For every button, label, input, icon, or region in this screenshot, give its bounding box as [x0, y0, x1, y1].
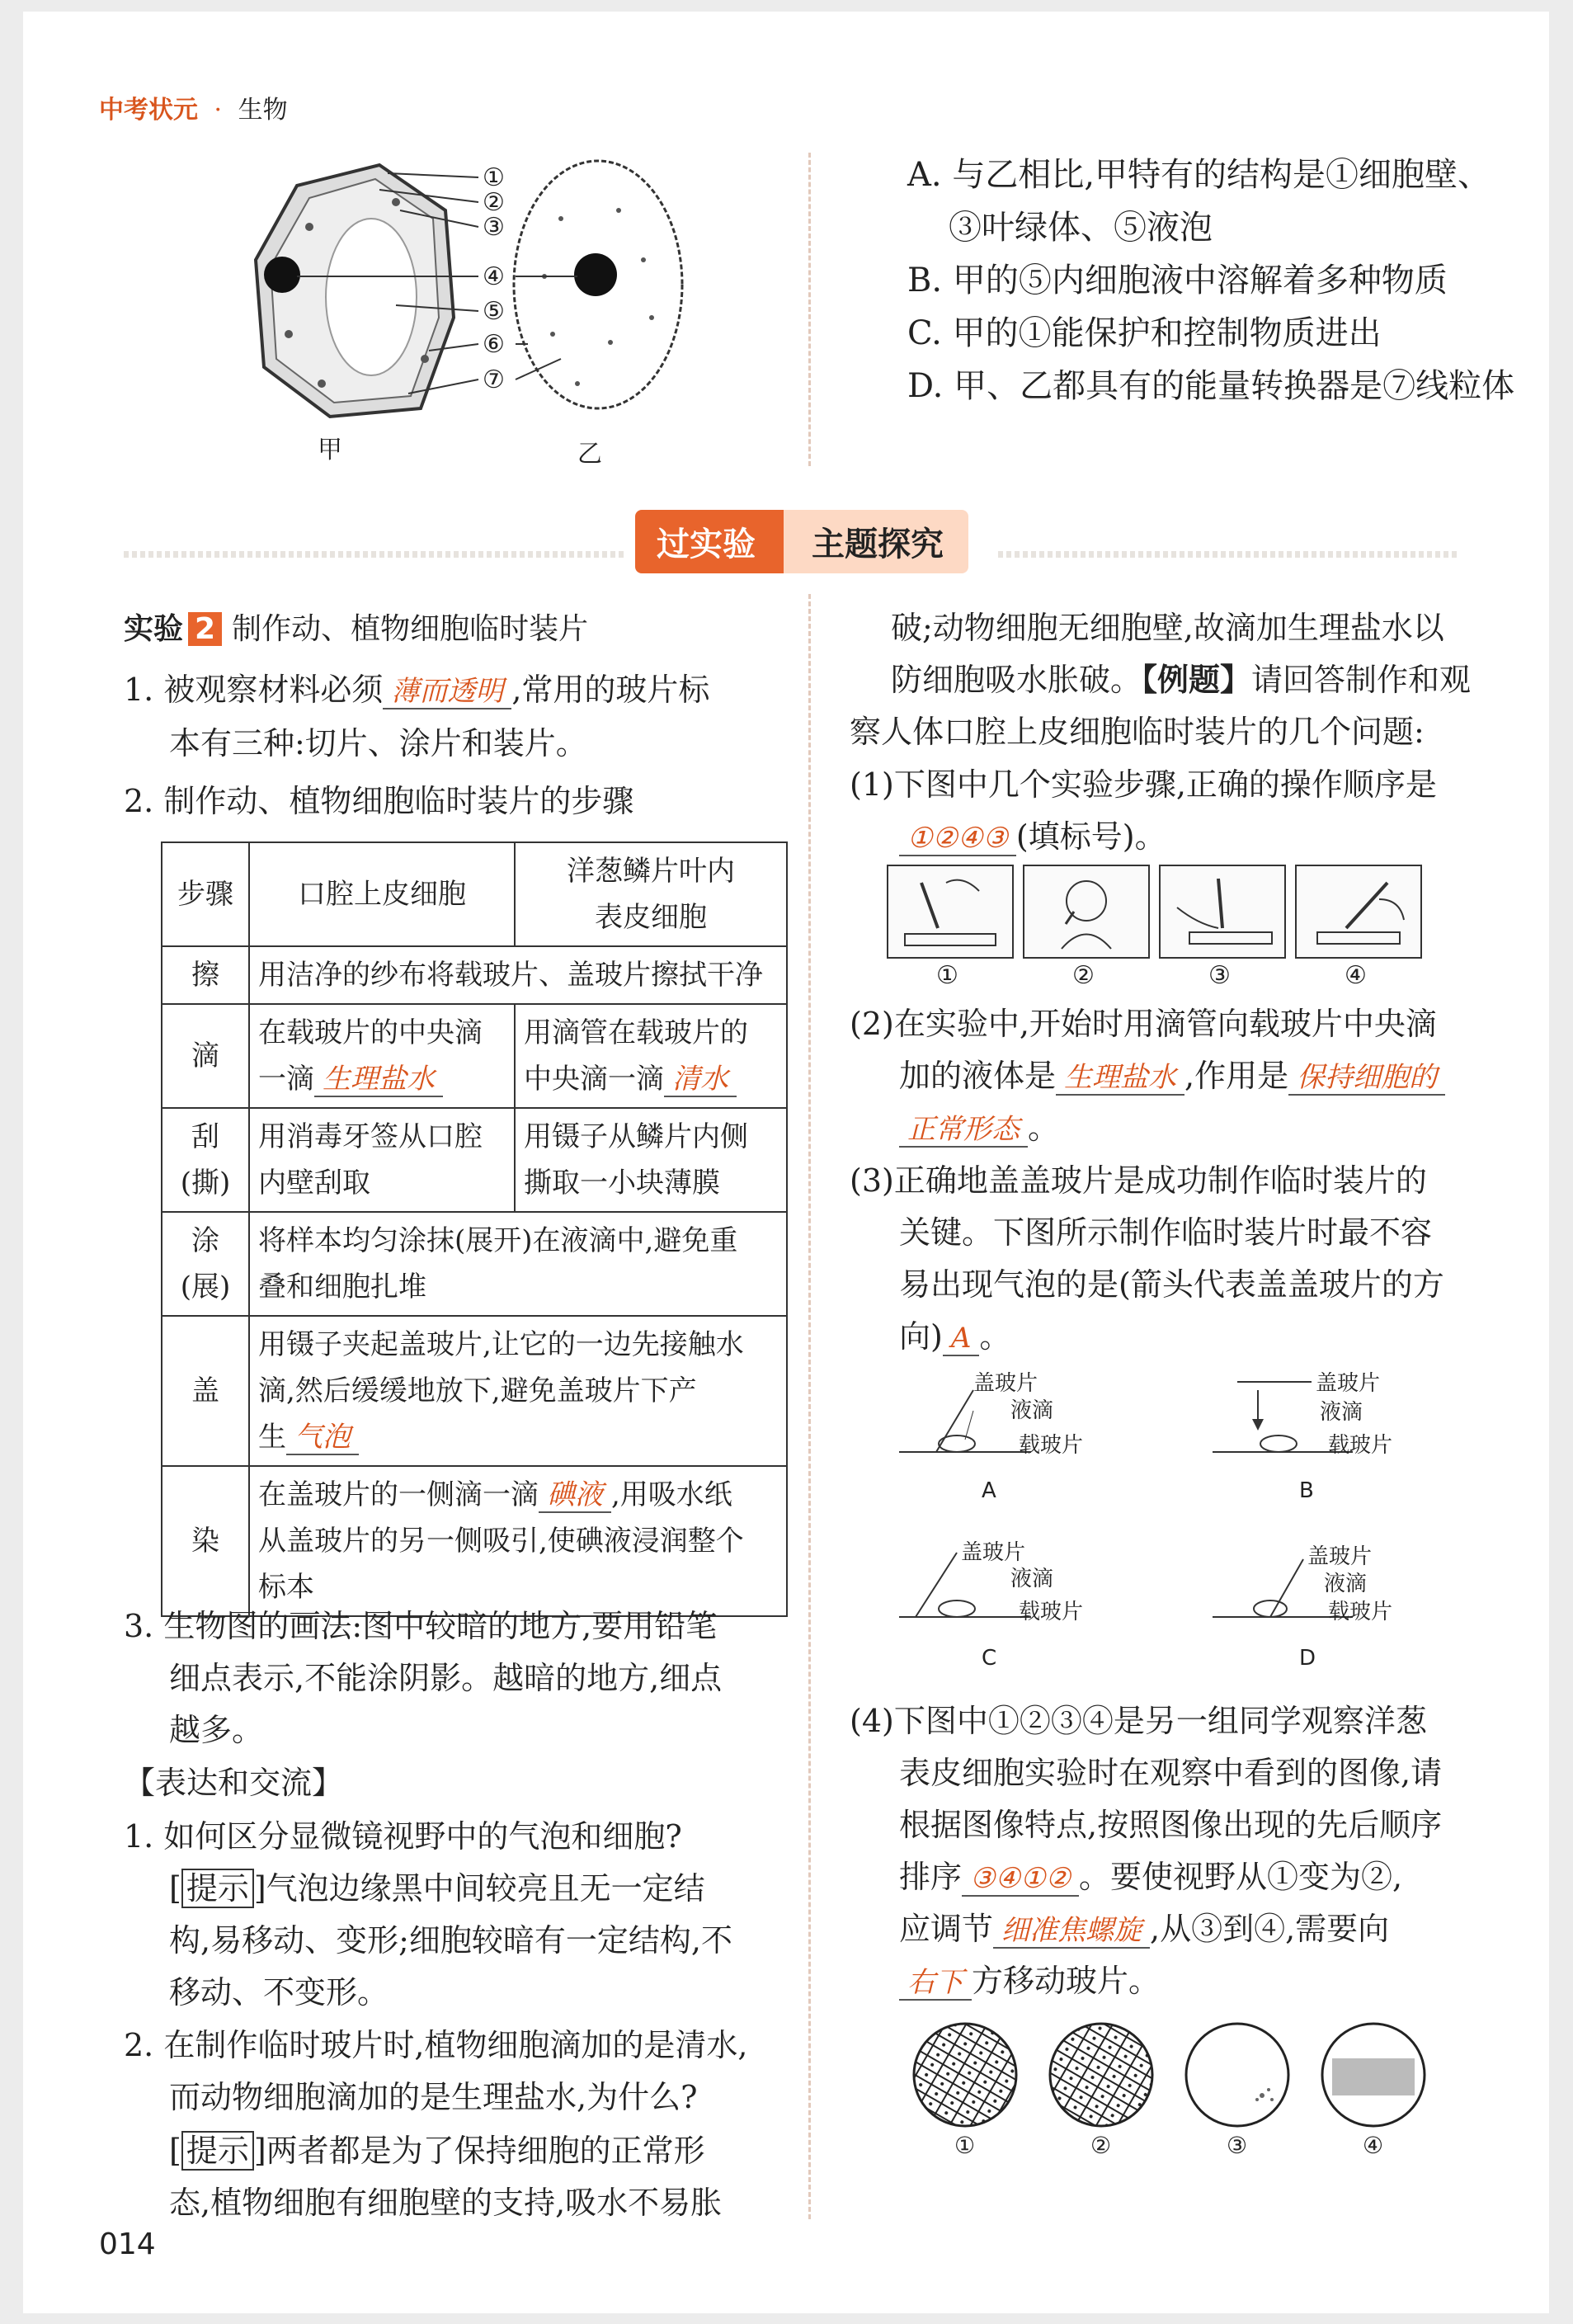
label-6: ⑥: [483, 330, 505, 359]
label-2: ②: [483, 188, 505, 217]
banner-right: 主题探究: [784, 510, 968, 573]
part-3-l4: [899, 1311, 1010, 1364]
cell-diagram: [231, 153, 693, 474]
example-label: 【例题】: [1142, 662, 1252, 698]
part-2-l1: (2)在实验中,开始时用滴管向载玻片中央滴: [850, 1006, 1437, 1042]
view-4-sample: [1332, 2058, 1415, 2095]
th-step: 步骤: [162, 842, 249, 946]
part-4-l2: 表皮细胞实验时在观察中看到的图像,请: [899, 1755, 1443, 1791]
step-sketch-2: [1023, 865, 1150, 959]
cell-text: ,用吸水纸: [611, 1478, 732, 1511]
option-c: C. 甲的①能保护和控制物质进出: [907, 314, 1382, 352]
cell-text: 滴,然后缓缓地放下,避免盖玻片下产: [258, 1374, 697, 1407]
coverslip-option-b: [1213, 1371, 1392, 1503]
step-gua-animal: [249, 1108, 515, 1212]
view-3: [1186, 2024, 1288, 2126]
cell-text: 涂: [191, 1224, 219, 1257]
step-label-1: ①: [936, 961, 958, 990]
microscope-views: [907, 2017, 1435, 2166]
p4-text: 排序: [899, 1859, 963, 1895]
view-label-4: ④: [1363, 2132, 1384, 2159]
question-2-l2: 而动物细胞滴加的是生理盐水,为什么?: [169, 2079, 698, 2115]
step-label-2: ②: [1072, 961, 1095, 990]
item3-l1: 3. 生物图的画法:图中较暗的地方,要用铅笔: [124, 1608, 718, 1644]
label-drop: 液滴: [1324, 1572, 1368, 1596]
chloroplast: [285, 330, 293, 338]
p2-text: ,作用是: [1184, 1058, 1289, 1094]
continuation-1: 破;动物细胞无细胞壁,故滴加生理盐水以: [891, 610, 1444, 646]
step-di-plant: [515, 1004, 787, 1108]
label-slide: 载玻片: [1328, 1433, 1393, 1458]
part-2-l2: [899, 1050, 1445, 1103]
option-label-d: D: [1299, 1646, 1316, 1671]
p2-text: 加的液体是: [899, 1058, 1057, 1094]
hint-text: 气泡边缘黑中间较亮且无一定结: [266, 1870, 705, 1907]
answer-coverslip: A: [943, 1322, 980, 1356]
banner-rule-left: [124, 551, 627, 558]
answer-order: ①②④③: [899, 822, 1016, 856]
label-drop: 液滴: [1320, 1400, 1363, 1425]
p4-text: ,从③到④,需要向: [1150, 1911, 1390, 1947]
hint-text: 两者都是为了保持细胞的正常形: [266, 2133, 705, 2169]
hint-1-l2: 构,易移动、变形;细胞较暗有一定结构,不: [169, 1922, 732, 1959]
section-banner: [635, 510, 968, 569]
answer-iodine: 碘液: [539, 1478, 611, 1513]
banner-rule-right: [998, 551, 1460, 558]
hint-2-l2: 态,植物细胞有细胞壁的支持,吸水不易胀: [169, 2185, 723, 2221]
experiment-heading: [124, 604, 588, 655]
label-slide: 载玻片: [1019, 1433, 1084, 1458]
item1-post: ,常用的玻片标: [511, 672, 710, 708]
table-row: [162, 1212, 787, 1316]
item3-l3: 越多。: [169, 1712, 264, 1748]
chloroplast: [305, 223, 313, 231]
caption-yi: 乙: [577, 440, 602, 469]
cell-text: 叠和细胞扎堆: [258, 1270, 426, 1303]
table-row: [162, 1004, 787, 1108]
cell-text: 中央滴一滴: [524, 1063, 664, 1096]
step-ca-text: 用洁净的纱布将载玻片、盖玻片擦拭干净: [249, 946, 787, 1004]
p4-text: 。要使视野从①变为②,: [1078, 1859, 1403, 1895]
cell-text: 一滴: [258, 1063, 314, 1096]
steps-table: [161, 841, 788, 1617]
answer-direction: 右下: [899, 1966, 972, 2001]
column-divider-top: [808, 153, 811, 466]
view-label-2: ②: [1090, 2132, 1112, 2159]
view-label-3: ③: [1227, 2132, 1248, 2159]
p4-text: 应调节: [899, 1911, 994, 1947]
cont-text: 防细胞吸水胀破。: [891, 662, 1142, 698]
cont-text: 请回答制作和观: [1251, 662, 1472, 698]
coverslip-option-c: [899, 1540, 1083, 1671]
cell-text: 标本: [258, 1571, 314, 1604]
step-sketch-3: [1159, 865, 1286, 959]
question-2-l1: 2. 在制作临时玻片时,植物细胞滴加的是清水,: [124, 2027, 748, 2063]
question-1: 1. 如何区分显微镜视野中的气泡和细胞?: [124, 1818, 682, 1855]
label-slide: 载玻片: [1328, 1600, 1393, 1624]
cell-text: 用镊子从鳞片内侧: [524, 1120, 748, 1153]
th-plant-1: 洋葱鳞片叶内: [567, 855, 735, 888]
column-divider: [808, 594, 811, 2219]
step-tu-text: [249, 1212, 787, 1316]
p3-text: 向): [899, 1318, 943, 1355]
vacuole: [326, 219, 417, 375]
step-label-4: ④: [1345, 961, 1367, 990]
cell-text: 用滴管在载玻片的: [524, 1016, 748, 1049]
hint-label: 提示: [181, 1869, 254, 1908]
part-2-l3: [899, 1102, 1059, 1155]
table-row: [162, 1316, 787, 1466]
item1: [124, 664, 709, 717]
option-label-c: C: [982, 1646, 997, 1671]
animal-nucleus: [574, 253, 617, 296]
item1-pre: 1. 被观察材料必须: [124, 672, 384, 708]
cell-text: (展): [180, 1270, 231, 1303]
item3-l2: 细点表示,不能涂阴影。越暗的地方,细点: [169, 1660, 723, 1696]
label-cover: 盖玻片: [1307, 1544, 1373, 1569]
chloroplast: [318, 379, 326, 388]
p1-tail: (填标号)。: [1015, 818, 1166, 855]
step-di-animal: [249, 1004, 515, 1108]
p3-end: 。: [979, 1318, 1011, 1355]
step-sketch-4: [1295, 865, 1422, 959]
continuation-3: 察人体口腔上皮细胞临时装片的几个问题:: [850, 714, 1425, 750]
cell-text: 用消毒牙签从口腔: [258, 1120, 483, 1153]
answer-liquid: 生理盐水: [1056, 1061, 1184, 1096]
step-gai: 盖: [162, 1316, 249, 1466]
th-animal-text: 口腔上皮细胞: [298, 878, 466, 911]
th-plant: [515, 842, 787, 946]
step-label-3: ③: [1208, 961, 1231, 990]
option-a: A. 与乙相比,甲特有的结构是①细胞壁、: [907, 156, 1491, 194]
step-ca: 擦: [162, 946, 249, 1004]
caption-jia: 甲: [318, 436, 342, 464]
view-2: [1050, 2024, 1152, 2126]
th-animal: [249, 842, 515, 946]
item1-line2: 本有三种:切片、涂片和装片。: [169, 725, 587, 761]
experiment-tag: 实验: [124, 612, 184, 646]
p4-text: 方移动玻片。: [972, 1963, 1161, 1999]
part-3-l1: (3)正确地盖盖玻片是成功制作临时装片的: [850, 1162, 1427, 1199]
step-di: 滴: [162, 1004, 249, 1108]
coverslip-diagrams: [891, 1361, 1452, 1691]
coverslip-option-d: [1213, 1544, 1392, 1671]
cell-text: 用镊子夹起盖玻片,让它的一边先接触水: [258, 1328, 744, 1361]
answer-sequence: ③④①②: [962, 1862, 1079, 1897]
part-4-l6: [899, 1955, 1160, 2008]
coverslip-option-a: [899, 1371, 1083, 1503]
cell-text: 在载玻片的中央滴: [258, 1016, 483, 1049]
view-label-1: ①: [954, 2132, 976, 2159]
option-b: B. 甲的⑤内细胞液中溶解着多种物质: [907, 262, 1448, 299]
table-row: [162, 1466, 787, 1616]
hint-label: 提示: [181, 2131, 254, 2171]
chloroplast: [421, 355, 429, 363]
step-ran: 染: [162, 1466, 249, 1616]
th-plant-2: 表皮细胞: [595, 901, 707, 934]
option-label-a: A: [982, 1478, 996, 1503]
cell-text: (撕): [180, 1167, 231, 1200]
cell-text: 将样本均匀涂抹(展开)在液滴中,避免重: [258, 1224, 738, 1257]
step-gai-text: [249, 1316, 787, 1466]
step-tu: [162, 1212, 249, 1316]
item2: 2. 制作动、植物细胞临时装片的步骤: [124, 783, 634, 819]
part-4-l1: (4)下图中①②③④是另一组同学观察洋葱: [850, 1703, 1427, 1739]
continuation-2: [891, 654, 1471, 705]
answer-purpose-a: 保持细胞的: [1288, 1061, 1445, 1096]
cell-text: 生: [258, 1421, 286, 1454]
option-a-cont: ③叶绿体、⑤液泡: [949, 209, 1213, 247]
cell-text: 刮: [191, 1120, 219, 1153]
part-3-l3: 易出现气泡的是(箭头代表盖盖玻片的方: [899, 1266, 1444, 1303]
section-expression: 【表达和交流】: [124, 1765, 344, 1801]
option-d: D. 甲、乙都具有的能量转换器是⑦线粒体: [907, 367, 1515, 405]
view-1: [914, 2024, 1016, 2126]
part-4-l3: 根据图像特点,按照图像出现的先后顺序: [899, 1807, 1443, 1843]
brand-logo: 中考状元: [99, 96, 198, 125]
cell-text: 内壁刮取: [258, 1167, 370, 1200]
header-separator: ·: [214, 96, 223, 125]
label-slide: 载玻片: [1019, 1600, 1084, 1624]
part-4-l4: [899, 1851, 1402, 1904]
hint-1-l3: 移动、不变形。: [169, 1974, 389, 2011]
label-3: ③: [483, 213, 505, 242]
part-4-l5: [899, 1903, 1389, 1956]
part-1-answer-line: [899, 811, 1166, 864]
answer-purpose-b: 正常形态: [899, 1113, 1028, 1148]
label-cover: 盖玻片: [961, 1540, 1026, 1565]
cell-text: 从盖玻片的另一侧吸引,使碘液浸润整个: [258, 1525, 744, 1558]
chloroplast: [392, 198, 400, 206]
page-number: 014: [99, 2227, 156, 2261]
option-label-b: B: [1299, 1478, 1314, 1503]
answer-fine-focus: 细准焦螺旋: [993, 1914, 1150, 1949]
step-sketch-1: [887, 865, 1014, 959]
header-subject: 生物: [238, 96, 288, 125]
part-1: (1)下图中几个实验步骤,正确的操作顺序是: [850, 766, 1437, 803]
answer-bubble: 气泡: [286, 1421, 359, 1455]
banner-left: 过实验: [635, 510, 784, 573]
step-gua-plant: [515, 1108, 787, 1212]
answer-water: 清水: [664, 1063, 737, 1097]
answer-saline: 生理盐水: [314, 1063, 443, 1097]
label-drop: 液滴: [1010, 1567, 1054, 1591]
table-row: [162, 1108, 787, 1212]
item1-answer: 薄而透明: [383, 675, 511, 709]
label-cover: 盖玻片: [973, 1371, 1038, 1396]
table-row: [162, 946, 787, 1004]
label-4: ④: [483, 262, 505, 291]
label-1: ①: [483, 163, 505, 192]
table-header: [162, 842, 787, 946]
label-cover: 盖玻片: [1316, 1371, 1381, 1396]
experiment-title: 制作动、植物细胞临时装片: [232, 612, 589, 646]
label-5: ⑤: [483, 297, 505, 326]
step-gua: [162, 1108, 249, 1212]
running-header: [99, 89, 288, 125]
cell-text: 在盖玻片的一侧滴一滴: [258, 1478, 539, 1511]
p2-end: 。: [1028, 1110, 1060, 1146]
label-drop: 液滴: [1010, 1398, 1054, 1423]
hint-2-l1: [ 提示 ]两者都是为了保持细胞的正常形: [169, 2133, 705, 2169]
label-7: ⑦: [483, 365, 505, 394]
part-3-l2: 关键。下图所示制作临时装片时最不容: [899, 1214, 1433, 1251]
cell-text: 撕取一小块薄膜: [524, 1167, 720, 1200]
experiment-number: 2: [188, 612, 222, 646]
step-ran-text: [249, 1466, 787, 1616]
hint-1-l1: [ 提示 ]气泡边缘黑中间较亮且无一定结: [169, 1870, 705, 1907]
plant-nucleus: [264, 257, 300, 293]
